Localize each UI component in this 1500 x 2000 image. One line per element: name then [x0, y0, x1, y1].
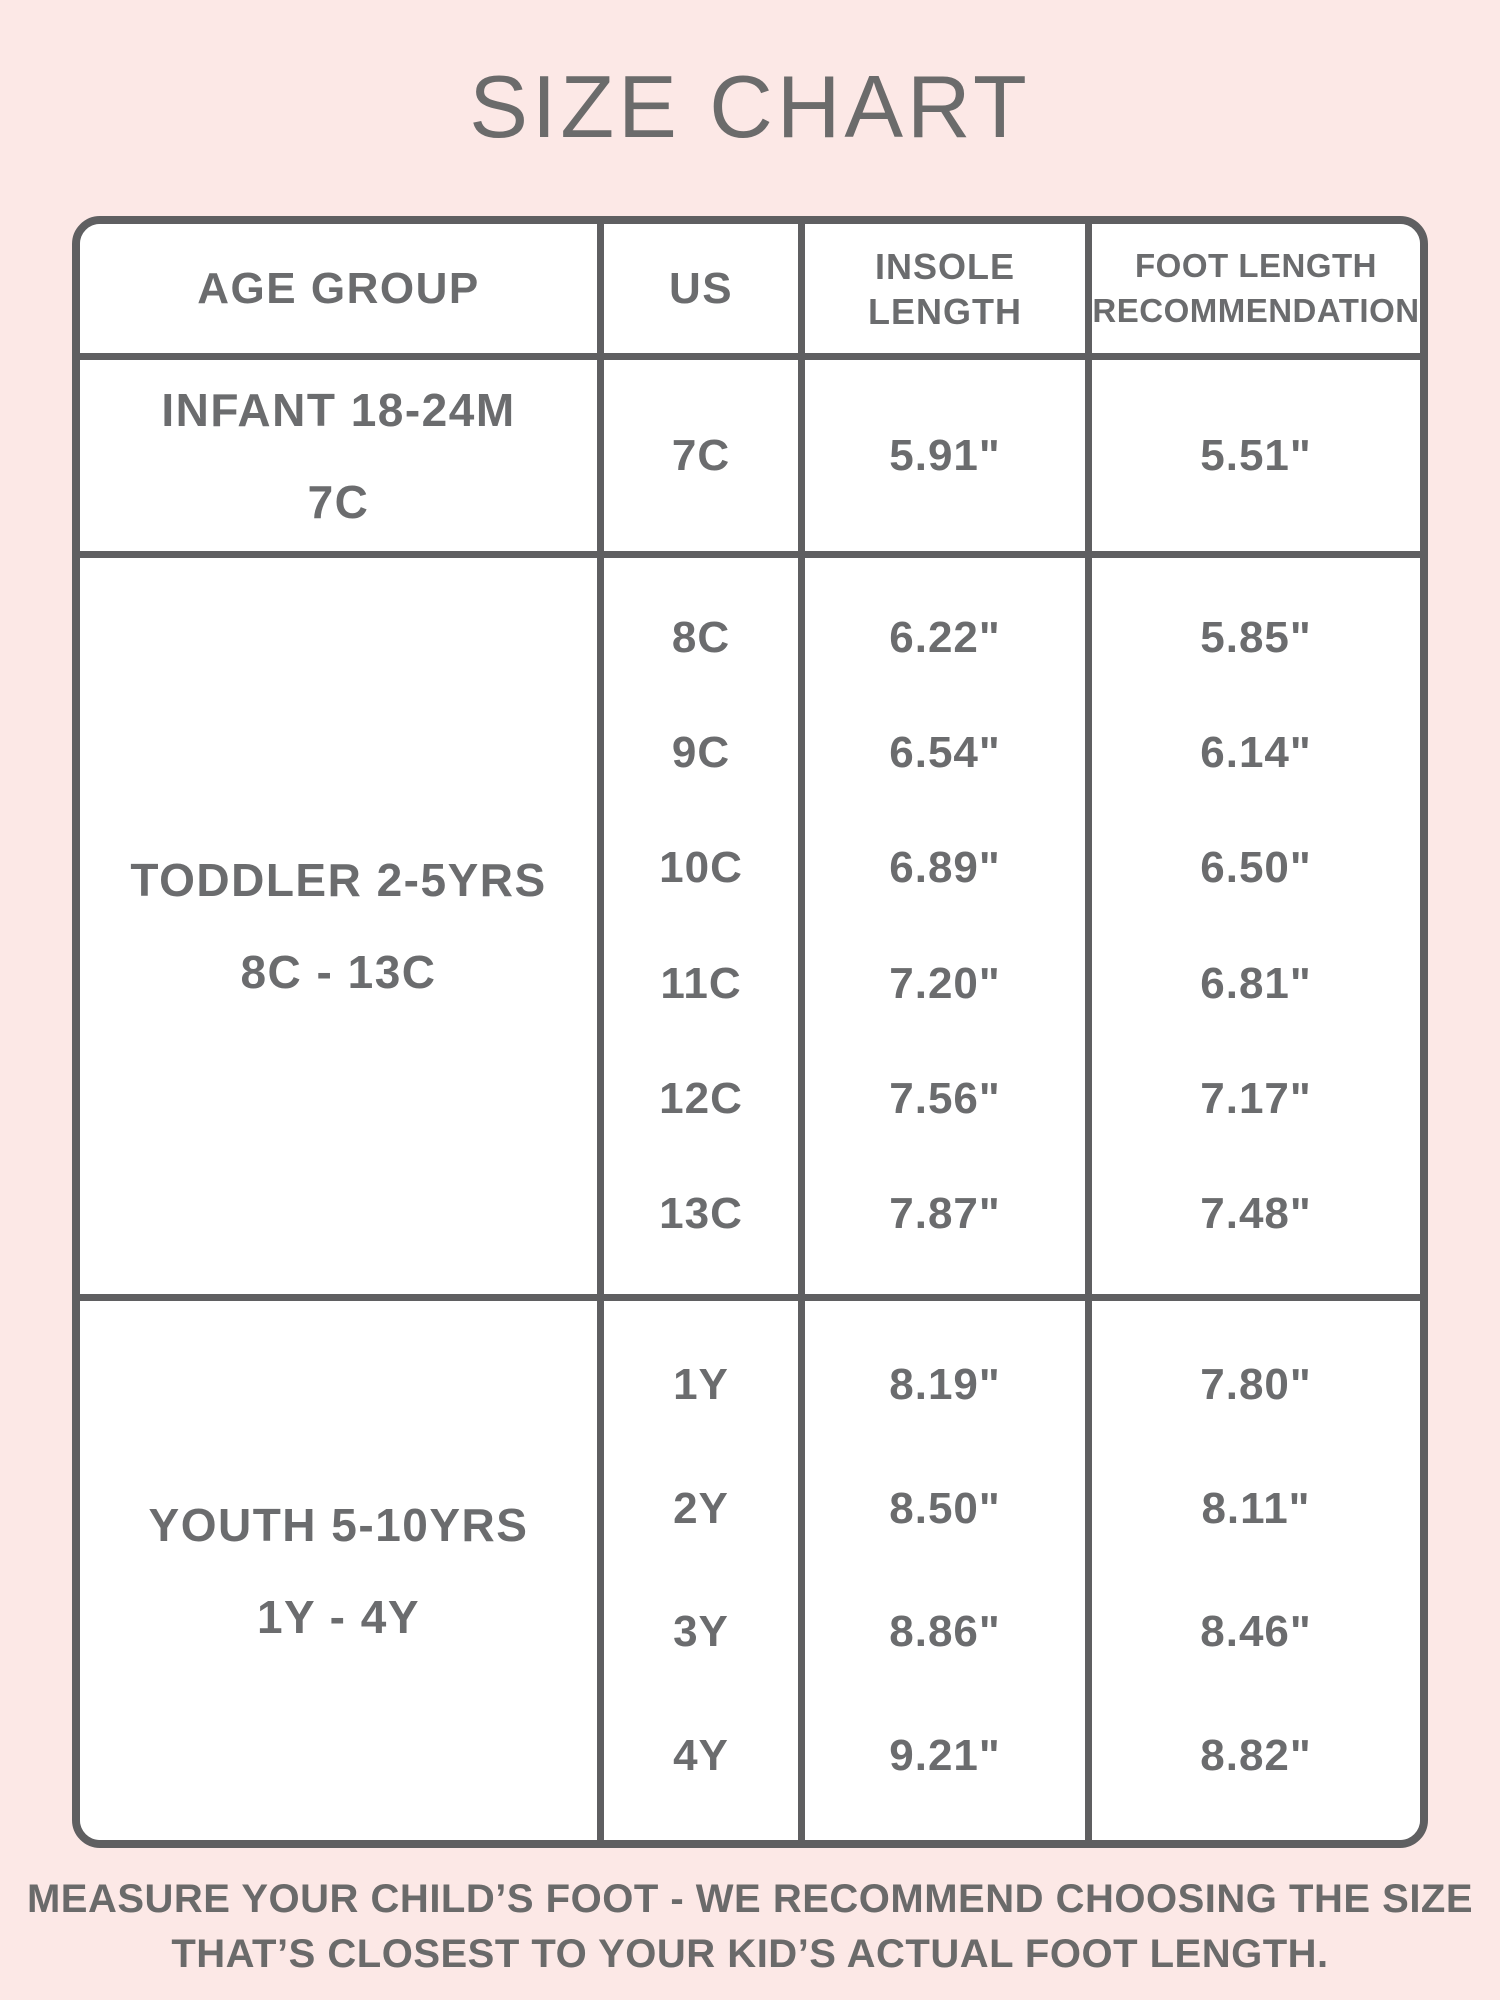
toddler-age-cell: [80, 551, 597, 1294]
foot-length-value: 6.81": [1200, 958, 1312, 1008]
toddler-us-cell: [597, 551, 798, 1294]
footer-note-line1: MEASURE YOUR CHILD’S FOOT - WE RECOMMEND CHOOSING THE SIZE: [26, 1877, 1474, 1921]
us-size-value: 3Y: [673, 1607, 729, 1657]
age-group-label: INFANT 18-24M: [161, 383, 516, 436]
footer-note: [0, 1872, 1500, 1982]
age-group-label: YOUTH 5-10YRS: [148, 1498, 529, 1551]
us-size-value: 4Y: [673, 1731, 729, 1781]
age-group-sizes: 1Y - 4Y: [256, 1590, 421, 1643]
foot-length-value: 8.82": [1200, 1731, 1312, 1781]
column-header-label: FOOT LENGTH: [1135, 246, 1377, 284]
header-cell-us: [597, 224, 798, 353]
age-group-sizes: 7C: [307, 475, 370, 528]
youth-age-cell: [80, 1294, 597, 1840]
insole-length-value: 8.19": [889, 1359, 1001, 1409]
us-size-value: 9C: [671, 727, 731, 777]
insole-length-value: 9.21": [889, 1731, 1001, 1781]
us-size-value: 12C: [659, 1073, 743, 1123]
header-cell-foot-length: [1085, 224, 1420, 353]
age-group-label: TODDLER 2-5YRS: [130, 854, 547, 906]
youth-insole-cell: [798, 1294, 1085, 1840]
toddler-foot-cell: [1085, 551, 1420, 1294]
foot-length-value: 5.51": [1200, 430, 1312, 480]
foot-length-value: 8.11": [1201, 1483, 1311, 1533]
column-header-label: INSOLE: [874, 245, 1015, 287]
column-header-label: RECOMMENDATION: [1092, 291, 1420, 329]
header-cell-insole-length: [798, 224, 1085, 353]
foot-length-value: 7.48": [1200, 1189, 1312, 1239]
foot-length-value: 5.85": [1200, 612, 1312, 662]
us-size-value: 7C: [671, 430, 731, 480]
insole-length-value: 5.91": [889, 430, 1001, 480]
column-header-label: US: [668, 263, 734, 313]
foot-length-value: 7.80": [1200, 1359, 1312, 1409]
header-cell-age-group: [80, 224, 597, 353]
youth-foot-cell: [1085, 1294, 1420, 1840]
infant-us-cell: [597, 353, 798, 551]
infant-foot-cell: [1085, 353, 1420, 551]
size-chart-table: [72, 216, 1428, 1848]
us-size-value: 13C: [659, 1189, 743, 1239]
footer-note-line2: THAT’S CLOSEST TO YOUR KID’S ACTUAL FOOT LENGTH.: [171, 1932, 1329, 1976]
us-size-value: 2Y: [673, 1483, 729, 1533]
toddler-insole-cell: [798, 551, 1085, 1294]
us-size-value: 10C: [659, 843, 743, 893]
page-title: SIZE CHART: [469, 57, 1031, 156]
insole-length-value: 7.20": [889, 958, 1001, 1008]
age-group-sizes: 8C - 13C: [240, 946, 437, 998]
us-size-value: 1Y: [673, 1359, 729, 1409]
infant-age-cell: [80, 353, 597, 551]
column-header-label: LENGTH: [868, 290, 1022, 332]
insole-length-value: 6.22": [889, 612, 1001, 662]
infant-insole-cell: [798, 353, 1085, 551]
youth-us-cell: [597, 1294, 798, 1840]
insole-length-value: 7.87": [889, 1189, 1001, 1239]
insole-length-value: 8.86": [889, 1607, 1001, 1657]
insole-length-value: 7.56": [889, 1073, 1001, 1123]
foot-length-value: 6.14": [1200, 727, 1312, 777]
foot-length-value: 6.50": [1200, 843, 1312, 893]
table-grid: [80, 224, 1420, 1840]
foot-length-value: 7.17": [1200, 1073, 1312, 1123]
column-header-label: AGE GROUP: [197, 263, 480, 313]
foot-length-value: 8.46": [1200, 1607, 1312, 1657]
us-size-value: 8C: [671, 612, 731, 662]
insole-length-value: 6.89": [889, 843, 1001, 893]
insole-length-value: 6.54": [889, 727, 1001, 777]
us-size-value: 11C: [660, 958, 742, 1008]
insole-length-value: 8.50": [889, 1483, 1001, 1533]
